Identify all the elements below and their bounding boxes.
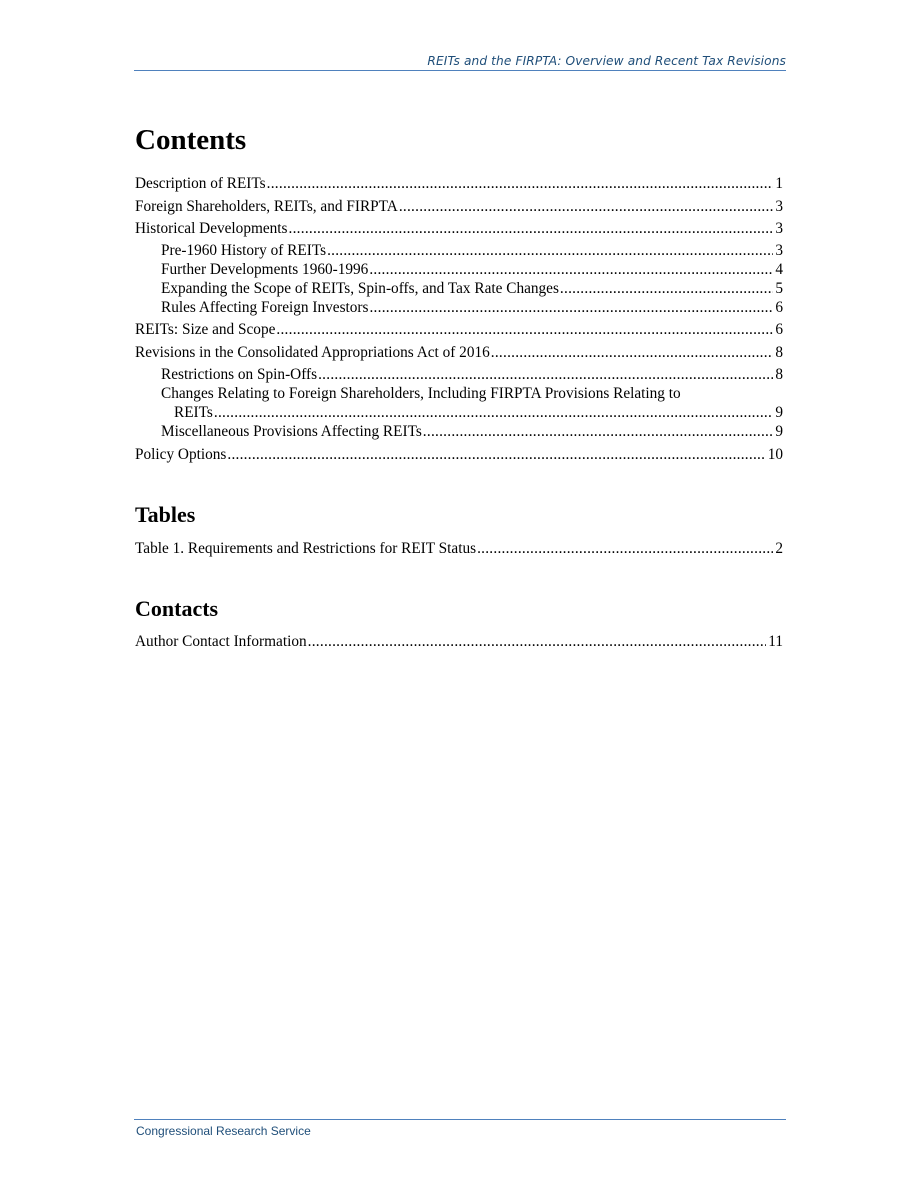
toc-page-number: 9: [775, 404, 783, 421]
toc-entry-changes-foreign-shareholders-line2[interactable]: [174, 403, 783, 422]
toc-leader-dots: [227, 445, 765, 464]
toc-entry-label: Rules Affecting Foreign Investors: [161, 299, 369, 316]
toc-page-number: 10: [767, 446, 783, 463]
toc-entry-label: Revisions in the Consolidated Appropriations Act of 2016: [135, 344, 490, 361]
toc-leader-dots: [369, 298, 773, 317]
toc-entry-label: REITs: [174, 404, 213, 421]
toc-leader-dots: [267, 174, 774, 193]
toc-entry-label: Author Contact Information: [135, 633, 307, 650]
toc-entry-label: REITs: Size and Scope: [135, 321, 276, 338]
toc-page-number: 2: [775, 540, 783, 557]
toc-leader-dots: [491, 343, 774, 362]
toc-page-number: 6: [775, 299, 783, 316]
toc-page-number: 5: [775, 280, 783, 297]
toc-entry-rules-foreign-investors[interactable]: [161, 298, 783, 317]
toc-entry-author-contact[interactable]: [135, 632, 783, 651]
toc-entry-misc-provisions[interactable]: [161, 422, 783, 441]
toc-page-number: 6: [775, 321, 783, 338]
toc-entry-label: Miscellaneous Provisions Affecting REITs: [161, 423, 422, 440]
toc-page-number: 3: [775, 198, 783, 215]
toc-entry-historical-developments[interactable]: [135, 219, 783, 238]
toc-leader-dots: [289, 219, 774, 238]
toc-entry-label: Restrictions on Spin-Offs: [161, 366, 318, 383]
toc-leader-dots: [318, 365, 773, 384]
toc-entry-foreign-shareholders[interactable]: [135, 197, 783, 216]
toc-page-number: 11: [768, 633, 783, 650]
toc-leader-dots: [423, 422, 774, 441]
running-header: [134, 54, 786, 71]
toc-entry-restrictions-spin-offs[interactable]: [161, 365, 783, 384]
toc-entry-label: Table 1. Requirements and Restrictions for REIT Status: [135, 540, 477, 557]
toc-entry-label: Historical Developments: [135, 220, 288, 237]
page-footer: [134, 1119, 786, 1138]
toc-entry-table-1[interactable]: [135, 539, 783, 558]
toc-leader-dots: [560, 279, 773, 298]
toc-page-number: 4: [775, 261, 783, 278]
toc-page-number: 8: [775, 366, 783, 383]
tables-heading: Tables: [135, 502, 196, 527]
contents-heading: Contents: [135, 124, 247, 156]
toc-entry-label: Expanding the Scope of REITs, Spin-offs, and Tax Rate Changes: [161, 280, 559, 297]
toc-entry-description-of-reits[interactable]: [135, 174, 783, 193]
toc-leader-dots: [276, 320, 773, 339]
toc-page-number: 1: [775, 175, 783, 192]
toc-entry-revisions-2016[interactable]: [135, 343, 783, 362]
toc-entry-label: Pre-1960 History of REITs: [161, 242, 327, 259]
toc-entry-label: Description of REITs: [135, 175, 266, 192]
toc-page-number: 3: [775, 242, 783, 259]
toc-entry-changes-foreign-shareholders-line1[interactable]: Changes Relating to Foreign Shareholders, Including FIRPTA Provisions Relating to: [161, 385, 681, 402]
toc-leader-dots: [477, 539, 773, 558]
toc-entry-policy-options[interactable]: [135, 445, 783, 464]
contacts-heading: Contacts: [135, 596, 219, 621]
toc-leader-dots: [308, 632, 767, 651]
toc-leader-dots: [399, 197, 774, 216]
toc-page-number: 9: [775, 423, 783, 440]
toc-leader-dots: [327, 241, 773, 260]
toc-entry-reits-size-scope[interactable]: [135, 320, 783, 339]
toc-entry-expanding-scope[interactable]: [161, 279, 783, 298]
running-header-title: REITs and the FIRPTA: Overview and Recent Tax Revisions: [427, 54, 786, 68]
toc-page-number: 3: [775, 220, 783, 237]
toc-leader-dots: [214, 403, 773, 422]
footer-org-name: Congressional Research Service: [136, 1124, 311, 1138]
toc-leader-dots: [369, 260, 773, 279]
toc-entry-further-developments[interactable]: [161, 260, 783, 279]
toc-entry-label: Policy Options: [135, 446, 227, 463]
toc-entry-label: Further Developments 1960-1996: [161, 261, 369, 278]
toc-entry-label: Foreign Shareholders, REITs, and FIRPTA: [135, 198, 398, 215]
toc-entry-pre-1960-history[interactable]: [161, 241, 783, 260]
toc-page-number: 8: [775, 344, 783, 361]
